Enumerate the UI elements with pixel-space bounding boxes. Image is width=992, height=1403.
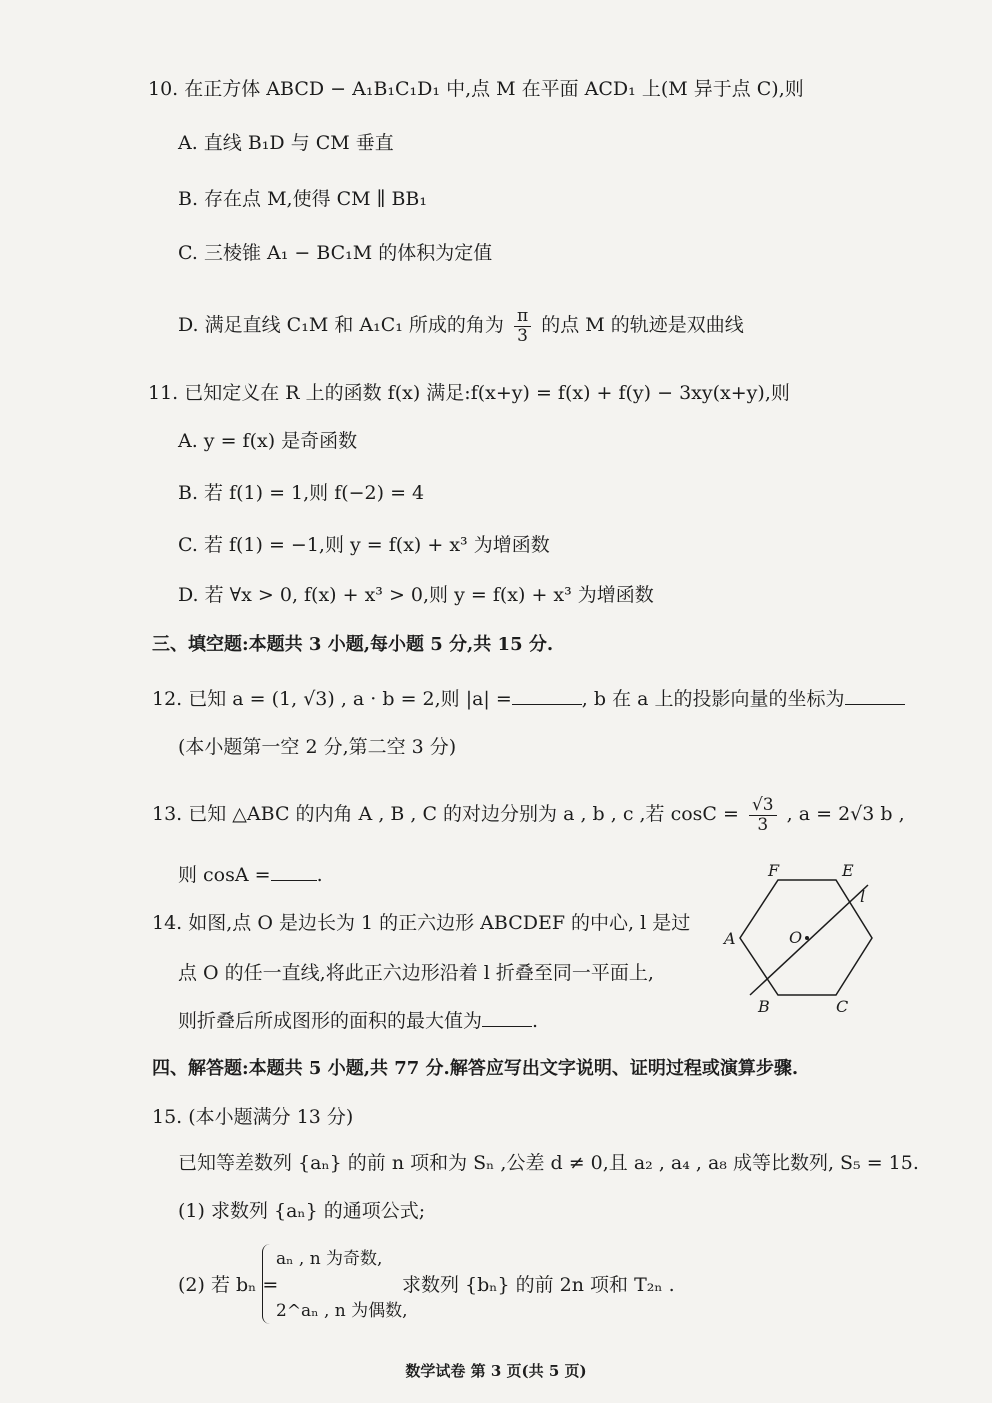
section-4-heading: 四、解答题:本题共 5 小题,共 77 分.解答应写出文字说明、证明过程或演算步骤. — [152, 1058, 799, 1079]
q15-part2-pre: (2) 若 bₙ = — [178, 1274, 279, 1296]
q10-option-d — [178, 304, 744, 346]
q10-option-c: C. 三棱锥 A₁ − BC₁M 的体积为定值 — [178, 242, 493, 264]
page-footer: 数学试卷 第 3 页(共 5 页) — [405, 1362, 587, 1380]
q13-blank[interactable] — [271, 880, 317, 881]
label-e: E — [842, 861, 854, 880]
q10-option-d-post: 的点 M 的轨迹是双曲线 — [541, 314, 744, 336]
q11-stem: 11. 已知定义在 R 上的函数 f(x) 满足:f(x+y) = f(x) + f(y) − 3xy(x+y),则 — [148, 382, 790, 404]
q13-period: . — [316, 864, 323, 886]
left-brace — [262, 1244, 273, 1324]
q12-line — [152, 686, 905, 712]
q12-blank-2[interactable] — [845, 704, 905, 705]
q12-note: (本小题第一空 2 分,第二空 3 分) — [178, 736, 457, 758]
q15-part2-post: 求数列 {bₙ} 的前 2n 项和 T₂ₙ . — [402, 1274, 675, 1296]
q10-option-b: B. 存在点 M,使得 CM ∥ BB₁ — [178, 188, 428, 210]
q14-line2: 点 O 的任一直线,将此正六边形沿着 l 折叠至同一平面上, — [178, 962, 654, 984]
label-f: F — [768, 861, 780, 880]
q13-line2 — [178, 862, 323, 888]
q14-line1: 14. 如图,点 O 是边长为 1 的正六边形 ABCDEF 的中心, l 是过 — [152, 912, 691, 934]
q15-part1: (1) 求数列 {aₙ} 的通项公式; — [178, 1200, 426, 1222]
section-3-heading: 三、填空题:本题共 3 小题,每小题 5 分,共 15 分. — [152, 634, 554, 655]
label-a: A — [724, 929, 736, 948]
label-c: C — [836, 997, 849, 1016]
q14-line3 — [178, 1008, 538, 1034]
fraction-numerator: √3 — [749, 796, 777, 816]
q14-line3-text: 则折叠后所成图形的面积的最大值为 — [178, 1010, 483, 1032]
q15-given: 已知等差数列 {aₙ} 的前 n 项和为 Sₙ ,公差 d ≠ 0,且 a₂ , a₄ , a₈ 成等比数列, S₅ = 15. — [178, 1152, 919, 1174]
q12-blank-1[interactable] — [512, 704, 582, 705]
q13-cos-fraction — [749, 796, 777, 835]
q15-stem: 15. (本小题满分 13 分) — [152, 1106, 354, 1128]
hexagon-figure — [718, 860, 888, 1020]
q10-option-d-pre: D. 满足直线 C₁M 和 A₁C₁ 所成的角为 — [178, 314, 504, 336]
q13-pre: 13. 已知 △ABC 的内角 A , B , C 的对边分别为 a , b , c ,若 cosC = — [152, 803, 739, 825]
q11-option-d: D. 若 ∀x > 0, f(x) + x³ > 0,则 y = f(x) + x³ 为增函数 — [178, 584, 654, 606]
fold-line-l — [750, 885, 868, 995]
q11-option-a: A. y = f(x) 是奇函数 — [178, 430, 358, 452]
q10-stem: 10. 在正方体 ABCD − A₁B₁C₁D₁ 中,点 M 在平面 ACD₁ 上(M 异于点 C),则 — [148, 78, 804, 100]
fraction-denominator: 3 — [517, 325, 528, 346]
q13-post: , a = 2√3 b , — [786, 803, 905, 825]
q13-line1 — [152, 792, 905, 836]
q14-blank[interactable] — [482, 1026, 532, 1027]
q11-option-b: B. 若 f(1) = 1,则 f(−2) = 4 — [178, 482, 425, 504]
piecewise-case-even: 2^aₙ , n 为偶数, — [276, 1301, 408, 1321]
q12-part1: 12. 已知 a = (1, √3) , a · b = 2,则 |a| = — [152, 688, 512, 710]
piecewise-case-odd: aₙ , n 为奇数, — [276, 1249, 383, 1269]
fraction-numerator: π — [514, 307, 531, 327]
q13-line2-text: 则 cosA = — [178, 864, 271, 886]
fraction-denominator: 3 — [757, 814, 769, 835]
q12-part2: , b 在 a 上的投影向量的坐标为 — [581, 688, 845, 710]
q10-option-a: A. 直线 B₁D 与 CM 垂直 — [178, 132, 394, 154]
label-l: l — [860, 887, 866, 906]
label-b: B — [758, 997, 770, 1016]
piecewise-definition — [262, 1240, 408, 1330]
q14-period: . — [532, 1010, 539, 1032]
q11-option-c: C. 若 f(1) = −1,则 y = f(x) + x³ 为增函数 — [178, 534, 550, 556]
center-point-o — [805, 936, 809, 940]
q10-option-d-fraction — [514, 307, 531, 346]
label-o: O — [789, 928, 803, 947]
